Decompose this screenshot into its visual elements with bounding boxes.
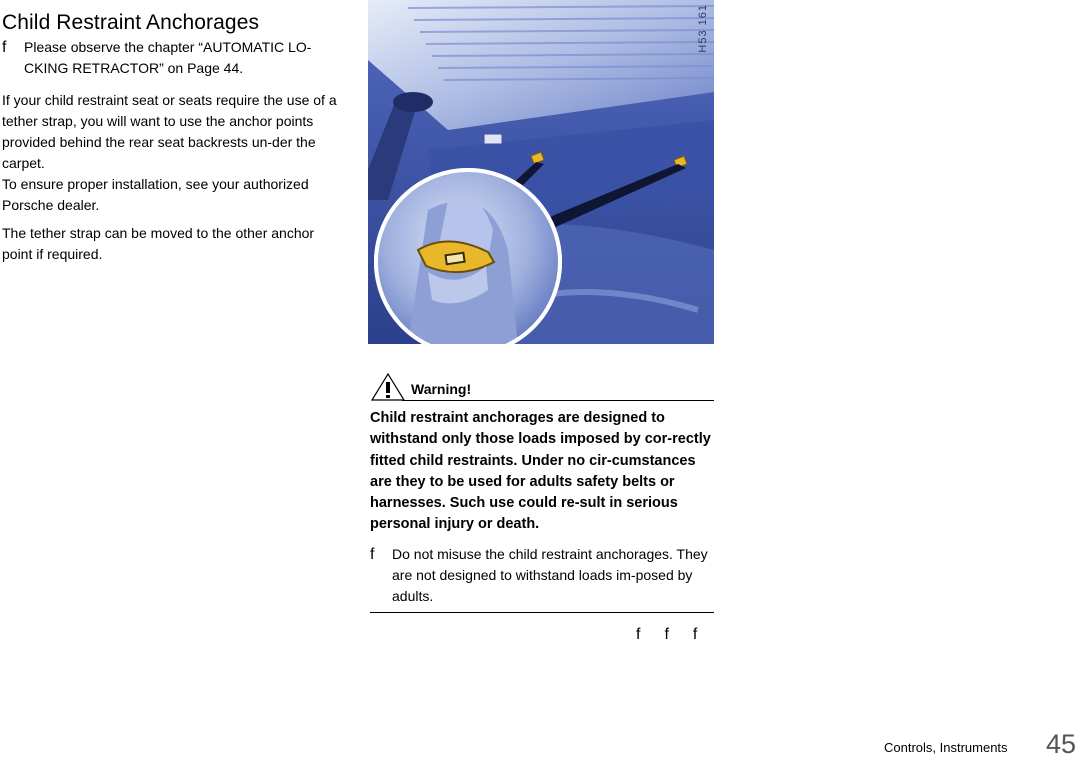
intro-bullet [2, 37, 347, 79]
end-mark: f [692, 626, 698, 643]
warning-triangle-icon [370, 372, 406, 402]
paragraph-dealer: To ensure proper installation, see your authorized Porsche dealer. [2, 176, 309, 213]
page-title: Child Restraint Anchorages [2, 11, 260, 35]
end-marks [636, 626, 697, 644]
paragraph-tether-strap: If your child restraint seat or seats require the use of a tether strap, you will want to use the anchor points provided behind the rear seat backrests un-der the carpet. [2, 92, 337, 171]
warning-header [370, 372, 708, 402]
anchorage-illustration [368, 0, 714, 344]
warning-bullet-text: Do not misuse the child restraint anchorages. They are not designed to withstand loads im-posed by adults. [392, 546, 708, 604]
figure-code: H53 161 [697, 4, 709, 53]
footer-section-title: Controls, Instruments [884, 740, 1008, 755]
bullet-marker: f [2, 39, 7, 56]
paragraph-other-anchor: The tether strap can be moved to the other anchor point if required. [2, 225, 315, 262]
intro-bullet-text: Please observe the chapter “AUTOMATIC LO-CKING RETRACTOR” on Page 44. [24, 39, 312, 76]
warning-label: Warning! [411, 381, 472, 397]
page-number: 45 [1046, 729, 1077, 759]
end-mark: f [636, 626, 641, 643]
warning-rule [402, 400, 714, 401]
section-rule [370, 612, 714, 613]
end-mark: f [664, 626, 669, 643]
warning-bullet [370, 544, 715, 607]
car-interior-illustration [368, 0, 714, 344]
warning-text: Child restraint anchorages are designed to withstand only those loads imposed by cor-rectly fitted child restraints. Under no cir-cumstances are they to be used for adults safety belts or harnesses. Such use could re-sult in serious personal injury or death. [370, 410, 711, 533]
bullet-marker: f [370, 546, 375, 563]
